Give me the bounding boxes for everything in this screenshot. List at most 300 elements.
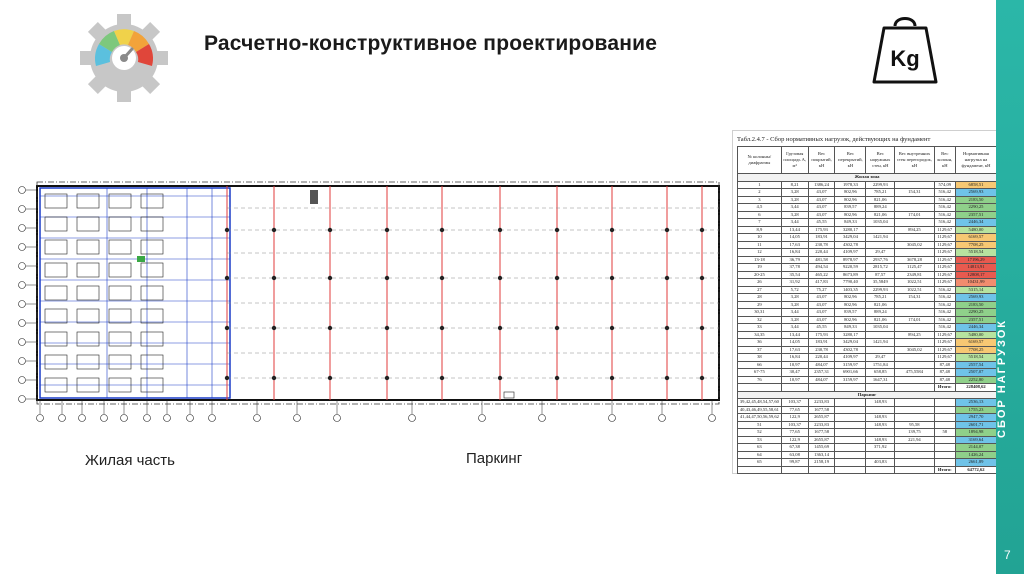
table-cell: 10431,99 <box>955 279 996 287</box>
table-cell: 19 <box>738 264 782 272</box>
column-marker <box>665 228 669 232</box>
table-cell: 51 <box>738 421 782 429</box>
table-cell: 481,58 <box>808 256 835 264</box>
column-marker <box>498 326 502 330</box>
axis-bubble <box>121 415 128 422</box>
table-cell: 5,72 <box>781 286 808 294</box>
room-outline <box>77 286 99 300</box>
table-cell: 2 <box>738 189 782 197</box>
table-cell: 7 <box>738 219 782 227</box>
axis-bubble <box>19 301 26 308</box>
column-marker <box>555 376 559 380</box>
table-cell: 41,44,47,50,56,59,62 <box>738 414 782 422</box>
table-cell: 516,42 <box>934 196 955 204</box>
table-cell: 66 <box>738 361 782 369</box>
table-cell: 1 <box>738 181 782 189</box>
table-row <box>738 219 997 227</box>
column-marker <box>665 376 669 380</box>
table-cell: 1129,67 <box>934 339 955 347</box>
axis-bubble <box>19 206 26 213</box>
table-cell: 9220,59 <box>835 264 866 272</box>
table-cell <box>895 414 934 422</box>
table-cell: 2507,07 <box>955 369 996 377</box>
table-cell: 802,96 <box>835 294 866 302</box>
table-cell: 14813,91 <box>955 264 996 272</box>
table-cell: 99,87 <box>781 459 808 467</box>
table-cell: 220,44 <box>808 354 835 362</box>
column-marker <box>440 276 444 280</box>
table-cell: 2815,72 <box>866 264 895 272</box>
table-cell: 43,07 <box>808 309 835 317</box>
table-cell <box>738 466 782 474</box>
table-cell: 3,44 <box>781 219 808 227</box>
table-cell: 1363,14 <box>808 451 835 459</box>
table-row <box>738 211 997 219</box>
table-cell: 3280,17 <box>835 331 866 339</box>
table-cell: 7708,25 <box>955 346 996 354</box>
table-cell: 802,96 <box>835 196 866 204</box>
table-cell: 516,42 <box>934 309 955 317</box>
axis-bubble <box>19 358 26 365</box>
axis-bubble <box>19 377 26 384</box>
table-cell: 821,06 <box>866 196 895 204</box>
table-cell: 6 <box>738 211 782 219</box>
table-cell: 37,78 <box>781 264 808 272</box>
table-cell <box>835 429 866 437</box>
axis-bubble <box>79 415 86 422</box>
table-cell: 465,22 <box>808 271 835 279</box>
table-row <box>738 369 997 377</box>
table-cell: 3678,28 <box>895 256 934 264</box>
column-marker <box>610 276 614 280</box>
table-cell: 20-25 <box>738 271 782 279</box>
table-cell: 122,9 <box>781 414 808 422</box>
column-marker <box>328 376 332 380</box>
table-cell: 43,07 <box>808 294 835 302</box>
table-cell <box>895 384 934 392</box>
table-cell: 785,21 <box>866 294 895 302</box>
table-cell: 839,57 <box>835 309 866 317</box>
table-cell: 3 <box>738 196 782 204</box>
table-cell: 43,07 <box>808 196 835 204</box>
table-cell: 1403,35 <box>835 286 866 294</box>
table-cell: 2357,51 <box>955 211 996 219</box>
room-outline <box>45 355 67 369</box>
column-marker <box>440 376 444 380</box>
table-header-cell: Вес наружных стен, кН <box>866 147 895 174</box>
table-cell: 1129,67 <box>934 279 955 287</box>
table-cell: 1129,67 <box>934 226 955 234</box>
plan-dashline <box>37 182 719 404</box>
table-row <box>738 234 997 242</box>
table-cell: 11 <box>738 241 782 249</box>
table-cell: 7790,40 <box>835 279 866 287</box>
caption-residential: Жилая часть <box>85 452 175 469</box>
table-cell: 1455,69 <box>808 444 835 452</box>
table-cell: 2937,76 <box>866 256 895 264</box>
room-outline <box>45 240 67 254</box>
table-cell: 1894,98 <box>955 429 996 437</box>
table-cell <box>895 249 934 257</box>
table-cell: 154,31 <box>895 189 934 197</box>
table-header-cell: Нормативная нагрузка на фундамент, кН <box>955 147 996 174</box>
table-cell: 839,57 <box>835 204 866 212</box>
axis-bubble <box>334 415 341 422</box>
table-row <box>738 316 997 324</box>
table-cell: 2299,93 <box>866 286 895 294</box>
table-cell <box>895 309 934 317</box>
plan-outline <box>37 186 719 400</box>
table-cell <box>866 451 895 459</box>
table-row <box>738 331 997 339</box>
table-cell: 35,5849 <box>866 279 895 287</box>
table-cell: 2357,31 <box>808 369 835 377</box>
table-cell: 43,07 <box>808 189 835 197</box>
table-cell: 64772,62 <box>955 466 996 474</box>
table-cell: 27 <box>738 286 782 294</box>
table-cell <box>895 196 934 204</box>
table-cell <box>808 466 835 474</box>
table-cell: 148,93 <box>866 414 895 422</box>
table-cell <box>866 466 895 474</box>
table-cell <box>895 301 934 309</box>
table-cell: 175,93 <box>808 226 835 234</box>
axis-bubble <box>59 415 66 422</box>
axis-bubble <box>19 282 26 289</box>
table-cell: 2349,81 <box>895 271 934 279</box>
table-cell: 228408,62 <box>955 384 996 392</box>
column-marker <box>610 228 614 232</box>
table-cell: 516,42 <box>934 316 955 324</box>
table-cell: 894,25 <box>895 331 934 339</box>
table-cell: 2536,13 <box>955 399 996 407</box>
table-row <box>738 309 997 317</box>
table-cell <box>738 384 782 392</box>
table-cell <box>835 451 866 459</box>
table-row <box>738 361 997 369</box>
gauge-gear-icon <box>78 12 170 104</box>
table-cell: 64 <box>738 451 782 459</box>
column-marker <box>225 326 229 330</box>
table-cell: 2569,93 <box>955 189 996 197</box>
table-cell: 3,28 <box>781 316 808 324</box>
table-cell: 3,28 <box>781 211 808 219</box>
table-cell <box>835 444 866 452</box>
table-cell: 29 <box>738 301 782 309</box>
table-cell: 230,78 <box>808 346 835 354</box>
table-cell: 849,33 <box>835 324 866 332</box>
table-cell: 889,24 <box>866 309 895 317</box>
table-header-cell: № колонны/ диафрагмы <box>738 147 782 174</box>
room-outline <box>109 309 131 323</box>
table-row <box>738 189 997 197</box>
table-cell: 35,54 <box>781 271 808 279</box>
table-row <box>738 339 997 347</box>
room-outline <box>109 217 131 231</box>
load-table <box>737 146 997 474</box>
table-cell: 29,47 <box>866 249 895 257</box>
page-title: Расчетно-конструктивное проектирование <box>204 32 658 55</box>
axis-bubble <box>254 415 261 422</box>
axis-bubble <box>144 415 151 422</box>
table-cell: 65 <box>738 459 782 467</box>
table-cell <box>895 324 934 332</box>
axis-bubble <box>19 339 26 346</box>
table-cell: 183,91 <box>808 339 835 347</box>
table-cell: 1751,84 <box>866 361 895 369</box>
column-marker <box>272 326 276 330</box>
table-cell: 77,65 <box>781 429 808 437</box>
table-cell: 2446,34 <box>955 219 996 227</box>
table-cell: 2144,07 <box>955 444 996 452</box>
table-cell: 574,09 <box>934 181 955 189</box>
table-cell: 2655,87 <box>808 414 835 422</box>
axis-bubble <box>479 415 486 422</box>
table-cell: 10,97 <box>781 376 808 384</box>
table-row <box>738 301 997 309</box>
table-row <box>738 429 997 437</box>
axis-bubble <box>37 415 44 422</box>
column-marker <box>385 228 389 232</box>
table-cell <box>866 406 895 414</box>
table-cell <box>895 181 934 189</box>
room-outline <box>141 263 163 277</box>
table-cell <box>835 406 866 414</box>
table-cell: 3,28 <box>781 301 808 309</box>
table-cell: 12 <box>738 249 782 257</box>
table-header-cell: Вес колонн, кН <box>934 147 955 174</box>
table-cell: 1386,24 <box>808 181 835 189</box>
table-cell: 2183,50 <box>955 301 996 309</box>
axis-bubble <box>19 396 26 403</box>
table-cell: 38 <box>738 354 782 362</box>
column-marker <box>272 228 276 232</box>
table-cell: 53 <box>738 436 782 444</box>
table-cell: 516,42 <box>934 189 955 197</box>
table-cell: 43,07 <box>808 316 835 324</box>
table-cell <box>895 459 934 467</box>
caption-parking: Паркинг <box>466 450 523 467</box>
table-cell: 76 <box>738 376 782 384</box>
table-cell: 67,38 <box>781 444 808 452</box>
table-cell <box>934 421 955 429</box>
table-row <box>738 286 997 294</box>
table-cell: 2183,50 <box>955 196 996 204</box>
table-cell: 28 <box>738 294 782 302</box>
table-cell: 2252,80 <box>955 376 996 384</box>
table-cell: 10,97 <box>781 361 808 369</box>
table-row <box>738 399 997 407</box>
table-row <box>738 406 997 414</box>
table-cell: 516,42 <box>934 286 955 294</box>
table-cell <box>895 339 934 347</box>
column-marker <box>555 276 559 280</box>
table-cell: 43,07 <box>808 301 835 309</box>
column-marker <box>555 228 559 232</box>
table-cell <box>934 444 955 452</box>
axis-bubble <box>209 415 216 422</box>
table-cell: 16,84 <box>781 354 808 362</box>
table-cell: 183,91 <box>808 234 835 242</box>
table-row <box>738 459 997 467</box>
table-cell <box>934 451 955 459</box>
table-cell <box>835 436 866 444</box>
table-cell: 821,06 <box>866 301 895 309</box>
table-row <box>738 181 997 189</box>
table-cell: 802,96 <box>835 316 866 324</box>
dark-block <box>310 190 318 204</box>
table-cell <box>895 399 934 407</box>
residential-zone <box>40 188 230 398</box>
room-outline <box>109 263 131 277</box>
table-cell: 3159,97 <box>835 376 866 384</box>
room-outline <box>109 332 131 346</box>
table-cell: 16,84 <box>781 249 808 257</box>
table-cell <box>866 331 895 339</box>
room-outline <box>141 217 163 231</box>
table-cell: 63 <box>738 444 782 452</box>
axis-bubble <box>709 415 716 422</box>
table-cell: 5518,54 <box>955 249 996 257</box>
table-cell: 77,65 <box>781 406 808 414</box>
table-cell <box>835 399 866 407</box>
table-cell: 13,44 <box>781 331 808 339</box>
table-cell: 5315,14 <box>955 286 996 294</box>
table-row <box>738 324 997 332</box>
table-cell: 63,08 <box>781 451 808 459</box>
table-row <box>738 444 997 452</box>
table-cell: 5480,00 <box>955 226 996 234</box>
room-outline <box>45 217 67 231</box>
section-sidebar <box>996 0 1024 574</box>
table-header-cell: Вес покрытий, кН <box>808 147 835 174</box>
axis-bubble <box>19 225 26 232</box>
table-cell: 174,01 <box>895 211 934 219</box>
table-cell <box>895 354 934 362</box>
table-section-row: Жилая зона <box>738 174 997 182</box>
table-cell: 1022,51 <box>895 286 934 294</box>
sidebar-label: СБОР НАГРУЗОК <box>996 319 1008 438</box>
table-cell: 2557,54 <box>955 361 996 369</box>
table-cell: 1035,04 <box>866 219 895 227</box>
table-cell: 3,28 <box>781 294 808 302</box>
table-cell: 2158,19 <box>808 459 835 467</box>
table-cell <box>934 459 955 467</box>
table-cell: 4109,97 <box>835 354 866 362</box>
table-cell: 148,93 <box>866 436 895 444</box>
table-cell: 2357,51 <box>955 316 996 324</box>
table-cell: 13-18 <box>738 256 782 264</box>
table-cell: 821,06 <box>866 211 895 219</box>
table-cell: 8,21 <box>781 181 808 189</box>
table-cell: 103,37 <box>781 421 808 429</box>
table-cell: 894,25 <box>895 226 934 234</box>
table-cell: 6169,57 <box>955 234 996 242</box>
column-marker <box>272 376 276 380</box>
table-cell <box>934 406 955 414</box>
table-cell: 889,24 <box>866 204 895 212</box>
table-cell: 516,42 <box>934 219 955 227</box>
table-cell: 5518,54 <box>955 354 996 362</box>
table-header-cell: Вес перекрытий, кН <box>835 147 866 174</box>
column-marker <box>272 276 276 280</box>
table-cell: 1129,67 <box>934 264 955 272</box>
table-cell: 175,93 <box>808 331 835 339</box>
table-cell: 1129,67 <box>934 354 955 362</box>
table-cell: 2655,87 <box>808 436 835 444</box>
column-marker <box>498 228 502 232</box>
table-row <box>738 271 997 279</box>
table-cell: 1129,67 <box>934 234 955 242</box>
table-cell: 6169,57 <box>955 339 996 347</box>
room-outline <box>141 286 163 300</box>
page-number: 7 <box>1004 548 1011 562</box>
table-cell: 95,58 <box>895 421 934 429</box>
table-cell: 3,44 <box>781 309 808 317</box>
table-cell <box>835 414 866 422</box>
table-cell: 802,96 <box>835 301 866 309</box>
table-cell <box>781 466 808 474</box>
table-cell: 3,44 <box>781 204 808 212</box>
table-cell: 3280,17 <box>835 226 866 234</box>
column-marker <box>328 228 332 232</box>
table-cell: 14,05 <box>781 339 808 347</box>
table-row <box>738 436 997 444</box>
table-cell: 45,55 <box>808 219 835 227</box>
table-cell: 8,9 <box>738 226 782 234</box>
axis-bubble <box>539 415 546 422</box>
table-cell: 1755,23 <box>955 406 996 414</box>
table-cell: 13,44 <box>781 226 808 234</box>
axis-bubble <box>19 320 26 327</box>
table-cell <box>835 384 866 392</box>
table-cell: 2299,93 <box>866 181 895 189</box>
table-cell: 3045,02 <box>895 241 934 249</box>
table-cell: 139,75 <box>895 429 934 437</box>
table-cell: 2661,89 <box>955 459 996 467</box>
table-cell: 494,54 <box>808 264 835 272</box>
room-outline <box>77 355 99 369</box>
table-cell: 33 <box>738 324 782 332</box>
table-cell: 802,96 <box>835 211 866 219</box>
table-section-row: Паркинг <box>738 391 997 399</box>
table-cell: 29,47 <box>866 354 895 362</box>
table-row <box>738 294 997 302</box>
table-cell <box>866 384 895 392</box>
table-cell: 40,43,46,49,55,58,61 <box>738 406 782 414</box>
table-cell: 1129,67 <box>934 256 955 264</box>
table-cell: 2947,70 <box>955 414 996 422</box>
table-cell <box>835 466 866 474</box>
ramp-mark <box>504 392 514 398</box>
table-cell: 1421,94 <box>866 234 895 242</box>
table-row <box>738 414 997 422</box>
table-cell <box>895 234 934 242</box>
table-cell: 1129,67 <box>934 249 955 257</box>
table-cell: 3159,97 <box>835 361 866 369</box>
table-cell <box>866 346 895 354</box>
table-cell: 221,94 <box>895 436 934 444</box>
room-outline <box>77 309 99 323</box>
table-cell: 417,83 <box>808 279 835 287</box>
table-cell: 32 <box>738 316 782 324</box>
table-header-cell: Грузовая площадь А, м² <box>781 147 808 174</box>
column-marker <box>225 376 229 380</box>
column-marker <box>385 276 389 280</box>
column-marker <box>610 326 614 330</box>
table-cell <box>895 219 934 227</box>
table-cell: 1426,24 <box>955 451 996 459</box>
